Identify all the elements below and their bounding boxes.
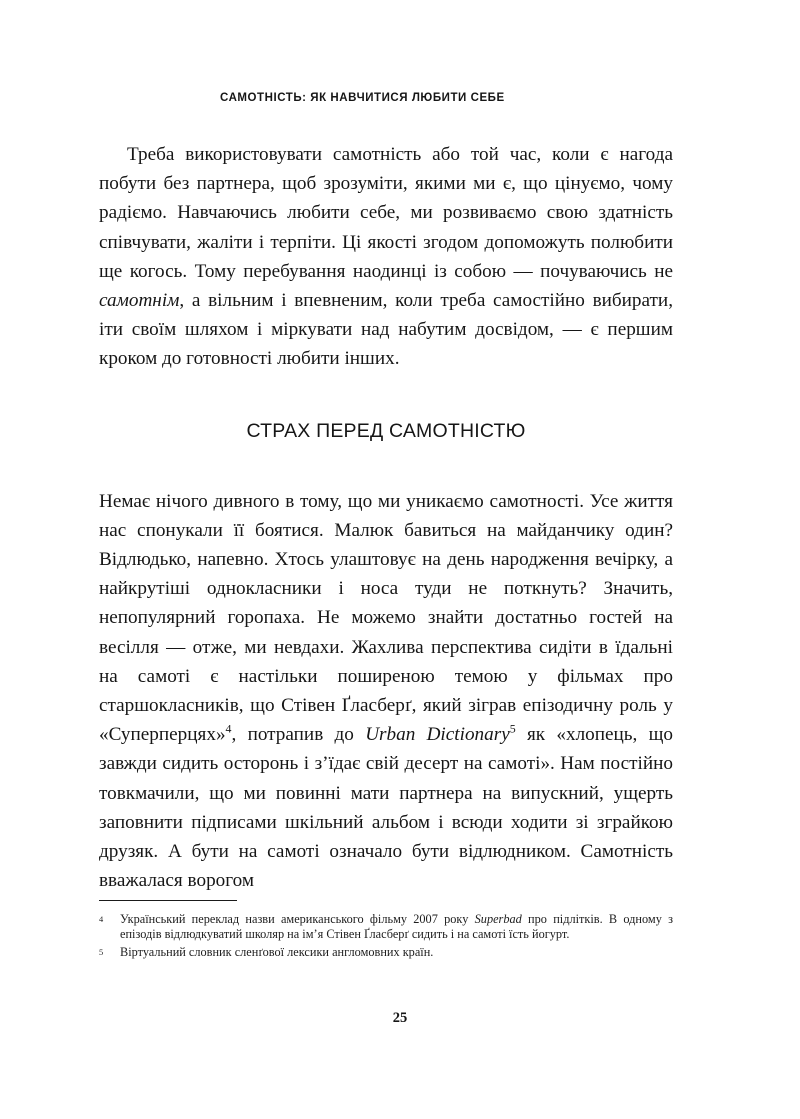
footnote-number: 4 — [99, 915, 104, 924]
footnote-text — [120, 912, 673, 943]
footnote-area — [99, 900, 673, 962]
paragraph-second — [99, 487, 673, 896]
footnote-text — [120, 945, 673, 960]
footnote-item — [99, 945, 673, 960]
footnote-text-a: Віртуальний словник сленґової лексики англомовних країн. — [120, 944, 434, 959]
paragraph-first — [99, 140, 673, 374]
footnote-ref-4[interactable]: 4 — [225, 721, 232, 736]
spacer-above-heading — [99, 374, 673, 420]
page-number: 25 — [392, 1010, 408, 1026]
paragraph-second-text-b: , потрапив до — [231, 724, 366, 746]
footnote-emphasis-superbad: Superbad — [474, 912, 522, 926]
text-column — [99, 140, 673, 895]
footnote-item — [99, 912, 673, 943]
footnote-text-a: Український переклад назви американського фільму 2007 року — [120, 912, 475, 926]
paragraph-first-text-b: , а вільним і впевненим, коли треба самостійно вибирати, іти своїм шляхом і міркувати над набутим досвідом, — є першим кроком до готовності любити інших. — [99, 290, 673, 370]
footnote-ref-5[interactable]: 5 — [509, 721, 516, 736]
emphasis-samotnim: самотнім — [99, 290, 180, 312]
paragraph-second-text-c: як «хлопець, що завжди сидить осторонь і з’їдає свій десерт на самоті». Нам постійно товкмачили, що ми повинні мати партнера на випускний, ущерть заповнити підписами шкільний альбом і всюди ходити зі зграйкою друзяк. А бути на самоті означало бути відлюдником. Самотність вважалася ворогом — [99, 724, 673, 892]
footnote-number: 5 — [99, 947, 104, 957]
paragraph-first-text-a: Треба використовувати самотність або той час, коли є нагода побути без партнера, щоб зрозуміти, якими ми є, що цінуємо, чому радіємо. Навчаючись любити себе, ми розвиваємо свою здатність співчувати, жаліти і терпіти. Ці якості згодом допоможуть полюбити ще когось. Тому перебування наодинці із собою — почуваючись не — [99, 144, 673, 282]
paragraph-second-text-a: Немає нічого дивного в тому, що ми уникаємо самотності. Усе життя нас спонукали її боятися. Малюк бавиться на майданчику один? Відлюдько, напевно. Хтось улаштовує на день народження вечірку, а найкрутіші однокласники і носа туди не поткнуть? Значить, непопулярний горопаха. Не можемо знайти достатньо гостей на весілля — отже, ми невдахи. Жахлива перспектива сидіти в їдальні на самоті є настільки поширеною темою у фільмах про старшокласників, що Стівен Ґласберґ, який зіграв епізодичну роль у «Суперперцях» — [99, 490, 673, 746]
emphasis-urban-dictionary: Urban Dictionary — [365, 724, 510, 746]
footnote-text-b: про підлітків. В одному з епізодів відлюдкуватий школяр на ім’я Стівен Ґласберґ сидить і на самоті їсть йогурт. — [120, 912, 673, 942]
spacer-below-heading — [99, 443, 673, 487]
footnote-separator-rule — [99, 900, 237, 901]
section-heading: СТРАХ ПЕРЕД САМОТНІСТЮ — [246, 419, 526, 442]
running-head: САМОТНІСТЬ: ЯК НАВЧИТИСЯ ЛЮБИТИ СЕБЕ — [220, 92, 505, 104]
